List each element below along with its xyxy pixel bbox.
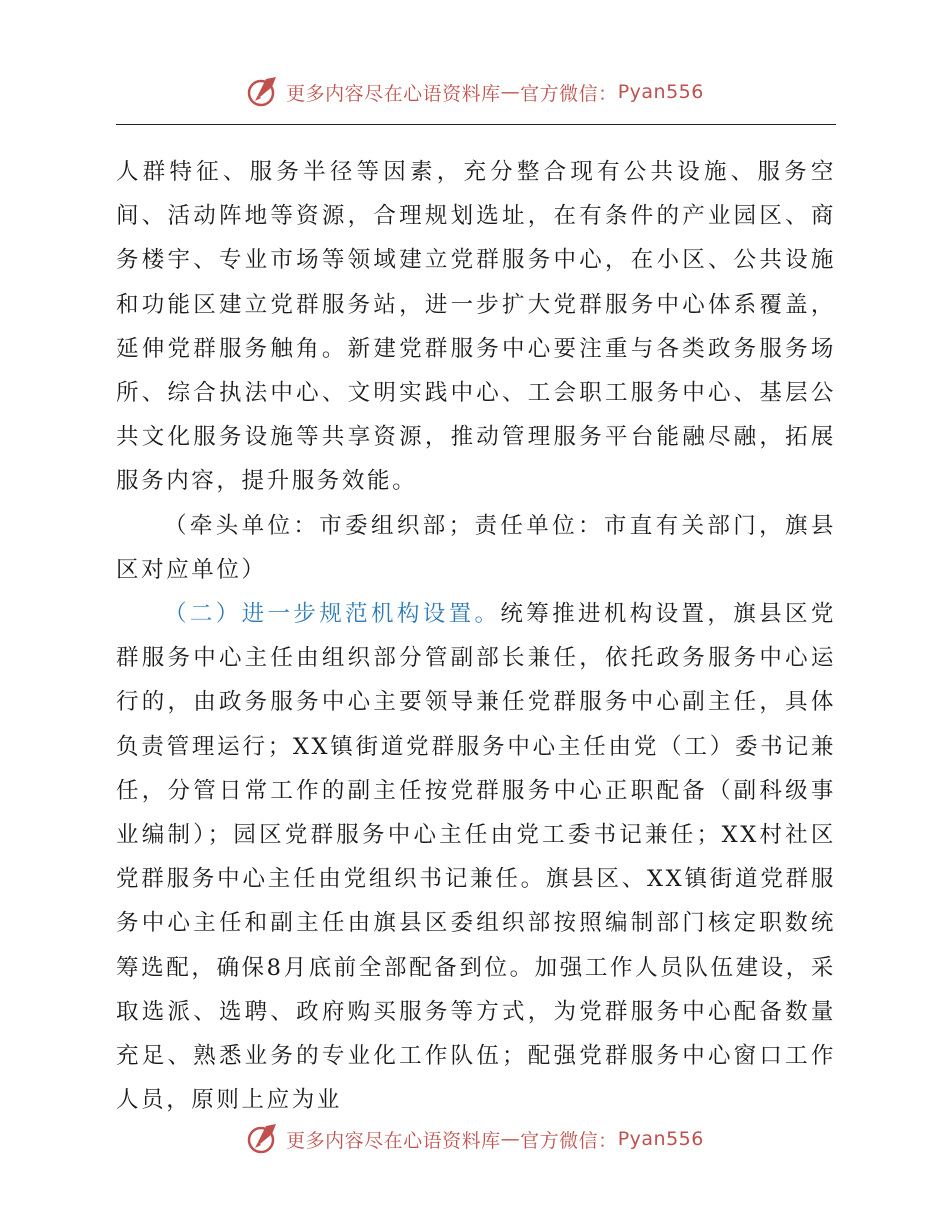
watermark-wechat-id: Pyan556 [617,81,704,103]
watermark-label: 官方微信： [520,1129,618,1152]
document-body [116,150,836,1122]
watermark-wechat-id: Pyan556 [617,1128,704,1150]
watermark-main-text: 更多内容尽在心语资料库 [286,1129,501,1152]
watermark-label: 官方微信： [520,82,618,105]
header-watermark [0,72,950,112]
header-divider [116,124,836,125]
watermark-main-text: 更多内容尽在心语资料库 [286,82,501,105]
paragraph-1: 人群特征、服务半径等因素，充分整合现有公共设施、服务空间、活动阵地等资源，合理规划选址，在有条件的产业园区、商务楼宇、专业市场等领域建立党群服务中心，在小区、公共设施和功能区建立党群服务站，进一步扩大党群服务中心体系覆盖，延伸党群服务触角。新建党群服务中心要注重与各类政务服务场所、综合执法中心、文明实践中心、工会职工服务中心、基层公共文化服务设施等共享资源，推动管理服务平台能融尽融，拓展服务内容，提升服务效能。 [116,159,836,495]
watermark-separator: — [500,81,521,103]
section-heading: （二）进一步规范机构设置。 [164,601,501,628]
watermark-separator: — [500,1128,521,1150]
paragraph-2: （牵头单位：市委组织部；责任单位：市直有关部门，旗县区对应单位） [116,512,836,583]
footer-watermark [0,1119,950,1159]
paragraph-3-text: 统筹推进机构设置，旗县区党群服务中心主任由组织部分管副部长兼任，依托政务服务中心运行的，由政务服务中心主要领导兼任党群服务中心副主任，具体负责管理运行；XX镇街道党群服务中心主任由党（工）委书记兼任，分管日常工作的副主任按党群服务中心正职配备（副科级事业编制）；园区党群服务中心主任由党工委书记兼任；XX村社区党群服务中心主任由党组织书记兼任。旗县区、XX镇街道党群服务中心主任和副主任由旗县区委组织部按照编制部门核定职数统筹选配，确保8月底前全部配备到位。加强工作人员队伍建设，采取选派、选聘、政府购买服务等方式，为党群服务中心配备数量充足、熟悉业务的专业化工作队伍；配强党群服务中心窗口工作人员，原则上应为业 [116,601,836,1114]
paragraph-3 [116,592,836,1122]
pen-logo-icon [246,1122,280,1156]
pen-logo-icon [246,75,280,109]
